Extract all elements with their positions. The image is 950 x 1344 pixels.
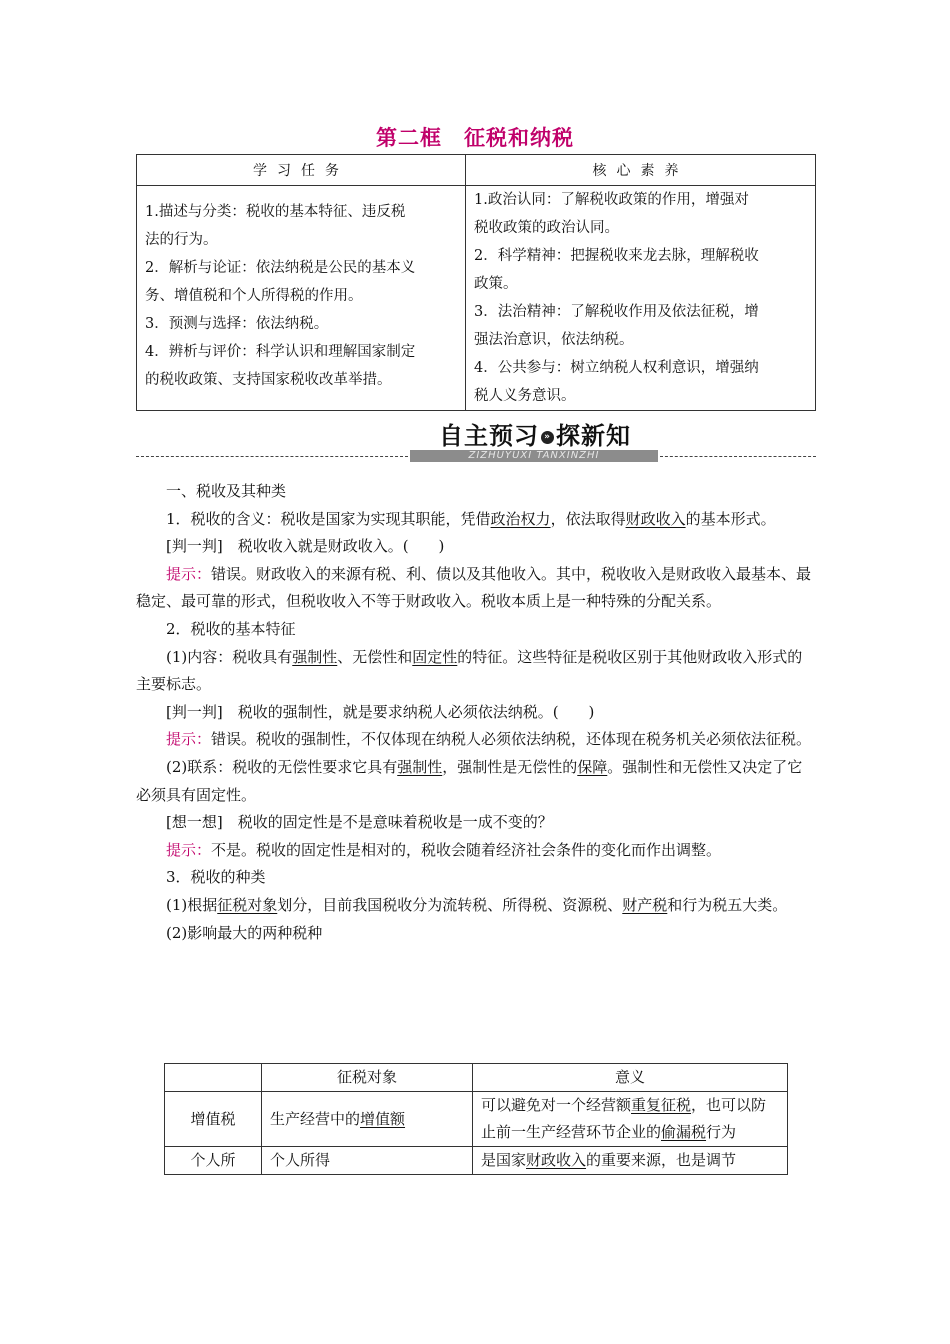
text-run: (1)根据 xyxy=(166,895,218,914)
think-question: [想一想] 税收的固定性是不是意味着税收是一成不变的？ xyxy=(166,813,553,832)
text-run: 的特征。这些特征是税收区别于其他财政收入形式的主要标志。 xyxy=(136,647,803,694)
tax-meaning-cell xyxy=(473,1092,788,1147)
literacy-line: 4．公共参与：树立纳税人权利意识，增强纳 xyxy=(474,360,759,376)
banner-subtitle: ZIZHUYUXI TANXINZHI xyxy=(410,450,658,462)
underlined-term: 征税对象 xyxy=(217,895,278,914)
subsection-heading: 2．税收的基本特征 xyxy=(166,619,296,638)
text-run: 的基本形式。 xyxy=(685,509,776,528)
tax-object-cell xyxy=(262,1092,473,1147)
underlined-term: 偷漏税 xyxy=(661,1123,707,1141)
text-run: (1)内容：税收具有 xyxy=(166,647,293,666)
paragraph: (2)影响最大的两种税种 xyxy=(166,923,323,942)
literacy-line: 2．科学精神：把握税收来龙去脉，理解税收 xyxy=(474,248,759,264)
underlined-term: 固定性 xyxy=(412,647,458,666)
section-heading: 一、税收及其种类 xyxy=(166,482,287,500)
judge-question: [判一判] 税收收入就是财政收入。( ) xyxy=(166,537,445,556)
hint-paragraph xyxy=(136,726,816,754)
text-run: 的重要来源，也是调节 xyxy=(586,1151,737,1169)
task-line: 1.描述与分类：税收的基本特征、违反税 xyxy=(145,204,406,220)
literacy-line: 政策。 xyxy=(474,276,518,292)
text-run: 和行为税五大类。 xyxy=(667,895,788,914)
underlined-term: 增值额 xyxy=(360,1109,406,1128)
tax-name-cell: 增值税 xyxy=(165,1092,262,1147)
underlined-term: 财产税 xyxy=(622,895,668,914)
literacy-line: 税人义务意识。 xyxy=(474,388,576,404)
literacy-line: 强法治意识，依法纳税。 xyxy=(474,332,634,348)
text-run: 1．税收的含义：税收是国家为实现其职能，凭借 xyxy=(166,509,491,528)
hint-paragraph xyxy=(136,837,816,865)
text-run: 可以避免对一个经营额 xyxy=(481,1096,632,1114)
underlined-term: 强制性 xyxy=(397,757,443,776)
page-title: 第二框 征税和纳税 xyxy=(376,126,574,150)
underlined-term: 保障 xyxy=(577,757,608,776)
text-run: ，依法取得 xyxy=(550,509,626,528)
text-run: 行为 xyxy=(706,1123,737,1141)
underlined-term: 强制性 xyxy=(292,647,338,666)
tax-header-object: 征税对象 xyxy=(262,1064,473,1092)
underlined-term: 重复征税 xyxy=(631,1096,692,1114)
task-line: 务、增值税和个人所得税的作用。 xyxy=(145,288,363,304)
hint-label: 提示： xyxy=(166,730,212,749)
hint-text: 不是。税收的固定性是相对的，税收会随着经济社会条件的变化而作出调整。 xyxy=(211,840,722,859)
banner-left-text: 自主预习 xyxy=(439,422,539,450)
banner-dashed-divider-left xyxy=(136,456,408,457)
text-run: ，强制性是无偿性的 xyxy=(442,757,578,776)
tax-row-income xyxy=(165,1147,788,1175)
task-line: 3．预测与选择：依法纳税。 xyxy=(145,316,329,332)
banner-right-text: 探新知 xyxy=(556,422,631,450)
task-header-left: 学习任务 xyxy=(137,155,466,186)
text-run: 、无偿性和 xyxy=(337,647,413,666)
text-run: 生产经营中的 xyxy=(270,1109,361,1128)
tax-name-cell: 个人所 xyxy=(165,1147,262,1175)
tax-types-table xyxy=(164,1063,788,1175)
tax-header-blank xyxy=(165,1064,262,1092)
tax-table-header xyxy=(165,1064,788,1092)
task-header-right: 核心素养 xyxy=(466,155,816,186)
learning-tasks-cell xyxy=(137,186,466,411)
judge-question: [判一判] 税收的强制性，就是要求纳税人必须依法纳税。( ) xyxy=(166,702,595,721)
paragraph xyxy=(136,892,816,920)
literacy-line: 3．法治精神：了解税收作用及依法征税，增 xyxy=(474,304,759,320)
subsection-heading: 3．税收的种类 xyxy=(166,868,266,887)
task-line: 法的行为。 xyxy=(145,232,218,248)
task-table-header xyxy=(137,155,816,186)
text-run: 。强制性和无偿性又决定了它必须具有固定性。 xyxy=(136,757,803,804)
underlined-term: 财政收入 xyxy=(526,1151,587,1169)
hint-text: 错误。税收的强制性，不仅体现在纳税人必须依法纳税，还体现在税务机关必须依法征税。 xyxy=(211,730,812,749)
task-line: 的税收政策、支持国家税收改革举措。 xyxy=(145,372,392,388)
literacy-line: 税收政策的政治认同。 xyxy=(474,220,619,236)
underlined-term: 政治权力 xyxy=(490,509,551,528)
section-banner xyxy=(410,416,660,451)
tax-header-meaning: 意义 xyxy=(473,1064,788,1092)
paragraph xyxy=(136,644,816,699)
hint-label: 提示： xyxy=(166,840,212,859)
hint-paragraph xyxy=(136,561,816,616)
task-line: 4．辨析与评价：科学认识和理解国家制定 xyxy=(145,344,416,360)
tax-meaning-cell xyxy=(473,1147,788,1175)
text-run: 划分，目前我国税收分为流转税、所得税、资源税、 xyxy=(277,895,623,914)
task-line: 2．解析与论证：依法纳税是公民的基本义 xyxy=(145,260,416,276)
learning-task-table xyxy=(136,154,816,411)
core-literacy-cell xyxy=(466,186,816,411)
paragraph xyxy=(136,506,816,534)
banner-dashed-divider-right xyxy=(660,456,816,457)
tax-row-vat xyxy=(165,1092,788,1147)
tax-object-cell: 个人所得 xyxy=(262,1147,473,1175)
paragraph xyxy=(136,754,816,809)
double-arrow-icon: » xyxy=(541,431,554,444)
text-run: 是国家 xyxy=(481,1151,527,1169)
main-content xyxy=(136,478,816,947)
hint-label: 提示： xyxy=(166,564,212,583)
task-table-body xyxy=(137,186,816,411)
underlined-term: 财政收入 xyxy=(625,509,686,528)
hint-text: 错误。财政收入的来源有税、利、债以及其他收入。其中，税收收入是财政收入最基本、最稳定、最可靠的形式，但税收收入不等于财政收入。税收本质上是一种特殊的分配关系。 xyxy=(136,564,812,611)
text-run: ，也可以防止前一生产经营环节企业的 xyxy=(481,1096,767,1141)
text-run: (2)联系：税收的无偿性要求它具有 xyxy=(166,757,398,776)
literacy-line: 1.政治认同：了解税收政策的作用，增强对 xyxy=(474,192,749,208)
